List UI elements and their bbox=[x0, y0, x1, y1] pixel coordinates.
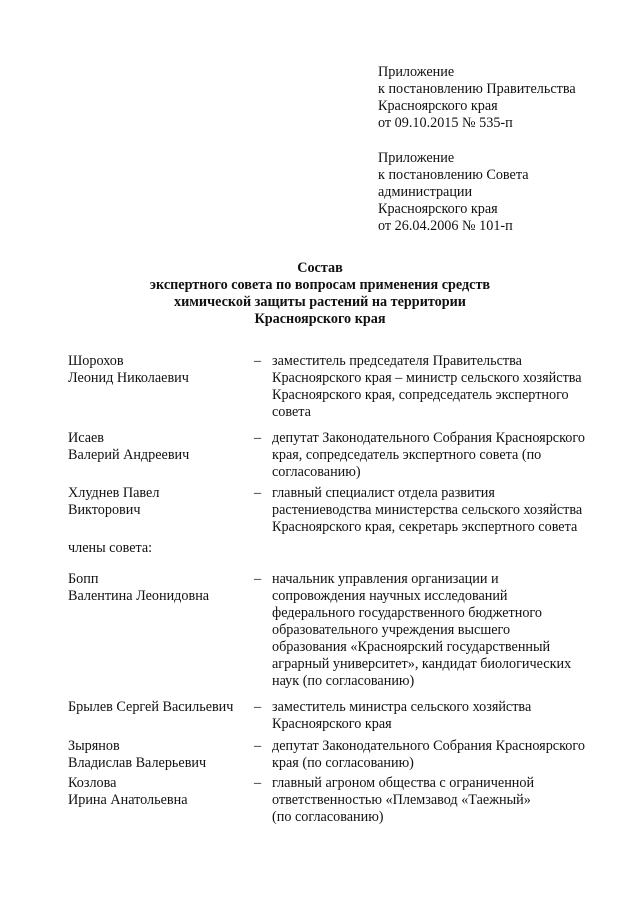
member-name-line: Козлова bbox=[68, 775, 117, 791]
member-name bbox=[68, 571, 268, 605]
member-role bbox=[272, 699, 620, 733]
member-role-line: заместитель председателя Правительства bbox=[272, 353, 522, 369]
member-role-line: Красноярского края bbox=[272, 716, 392, 732]
member-role bbox=[272, 430, 620, 481]
title-line: химической защиты растений на территории bbox=[174, 294, 466, 310]
annex-header-govt bbox=[378, 64, 628, 132]
member-role bbox=[272, 485, 620, 536]
member-name bbox=[68, 353, 268, 387]
member-role-line: образования «Красноярский государственный bbox=[272, 639, 551, 655]
dash-separator: – bbox=[254, 775, 262, 791]
member-name bbox=[68, 775, 268, 809]
member-role-line: Красноярского края, сопредседатель экспертного bbox=[272, 387, 569, 403]
member-name-line: Бопп bbox=[68, 571, 99, 587]
title-line: Состав bbox=[297, 260, 343, 276]
member-role bbox=[272, 571, 620, 690]
dash-separator: – bbox=[254, 485, 262, 501]
member-role bbox=[272, 353, 620, 421]
member-name-line: Брылев Сергей Васильевич bbox=[68, 699, 234, 715]
member-role-line: депутат Законодательного Собрания Красноярского bbox=[272, 738, 585, 754]
member-name bbox=[68, 485, 268, 519]
annex-line: Красноярского края bbox=[378, 98, 498, 114]
dash-separator: – bbox=[254, 738, 262, 754]
member-role-line: депутат Законодательного Собрания Красноярского bbox=[272, 430, 585, 446]
annex-line: Приложение bbox=[378, 64, 455, 80]
annex-header-council bbox=[378, 150, 628, 235]
member-role-line: заместитель министра сельского хозяйства bbox=[272, 699, 532, 715]
member-name-line: Владислав Валерьевич bbox=[68, 755, 207, 771]
member-name-line: Валентина Леонидовна bbox=[68, 588, 210, 604]
title-line: экспертного совета по вопросам применения средств bbox=[149, 277, 491, 293]
member-role-line: наук (по согласованию) bbox=[272, 673, 415, 689]
annex-line: Приложение bbox=[378, 150, 455, 166]
member-name bbox=[68, 738, 268, 772]
member-name-line: Исаев bbox=[68, 430, 105, 446]
member-name-line: Викторович bbox=[68, 502, 141, 518]
member-name-line: Зырянов bbox=[68, 738, 120, 754]
member-role-line: главный агроном общества с ограниченной bbox=[272, 775, 535, 791]
member-role-line: образовательного учреждения высшего bbox=[272, 622, 511, 638]
member-role-line: (по согласованию) bbox=[272, 809, 384, 825]
member-role-line: ответственностью «Племзавод «Таежный» bbox=[272, 792, 531, 808]
member-role-line: сопровождения научных исследований bbox=[272, 588, 508, 604]
annex-line: Красноярского края bbox=[378, 201, 498, 217]
member-role-line: главный специалист отдела развития bbox=[272, 485, 495, 501]
annex-line: к постановлению Совета bbox=[378, 167, 529, 183]
annex-line: от 26.04.2006 № 101-п bbox=[378, 218, 513, 234]
member-role bbox=[272, 775, 620, 826]
member-name bbox=[68, 699, 268, 716]
member-role-line: согласованию) bbox=[272, 464, 361, 480]
title-line: Красноярского края bbox=[254, 311, 386, 327]
dash-separator: – bbox=[254, 699, 262, 715]
member-role-line: совета bbox=[272, 404, 311, 420]
dash-separator: – bbox=[254, 571, 262, 587]
member-name-line: Шорохов bbox=[68, 353, 124, 369]
member-role bbox=[272, 738, 620, 772]
member-role-line: Красноярского края – министр сельского хозяйства bbox=[272, 370, 582, 386]
member-name-line: Ирина Анатольевна bbox=[68, 792, 188, 808]
member-name-line: Валерий Андреевич bbox=[68, 447, 190, 463]
member-role-line: аграрный университет», кандидат биологических bbox=[272, 656, 572, 672]
member-role-line: растениеводства министерства сельского хозяйства bbox=[272, 502, 583, 518]
annex-line: администрации bbox=[378, 184, 473, 200]
member-role-line: Красноярского края, секретарь экспертного совета bbox=[272, 519, 578, 535]
annex-line: к постановлению Правительства bbox=[378, 81, 576, 97]
member-role-line: начальник управления организации и bbox=[272, 571, 499, 587]
member-role-line: края (по согласованию) bbox=[272, 755, 414, 771]
member-name-line: Леонид Николаевич bbox=[68, 370, 189, 386]
member-role-line: федерального государственного бюджетного bbox=[272, 605, 542, 621]
dash-separator: – bbox=[254, 353, 262, 369]
dash-separator: – bbox=[254, 430, 262, 446]
annex-line: от 09.10.2015 № 535-п bbox=[378, 115, 513, 131]
member-name-line: Хлуднев Павел bbox=[68, 485, 160, 501]
member-role-line: края, сопредседатель экспертного совета (по bbox=[272, 447, 542, 463]
member-name bbox=[68, 430, 268, 464]
members-label: члены совета: bbox=[68, 540, 153, 556]
document-title bbox=[0, 260, 640, 328]
